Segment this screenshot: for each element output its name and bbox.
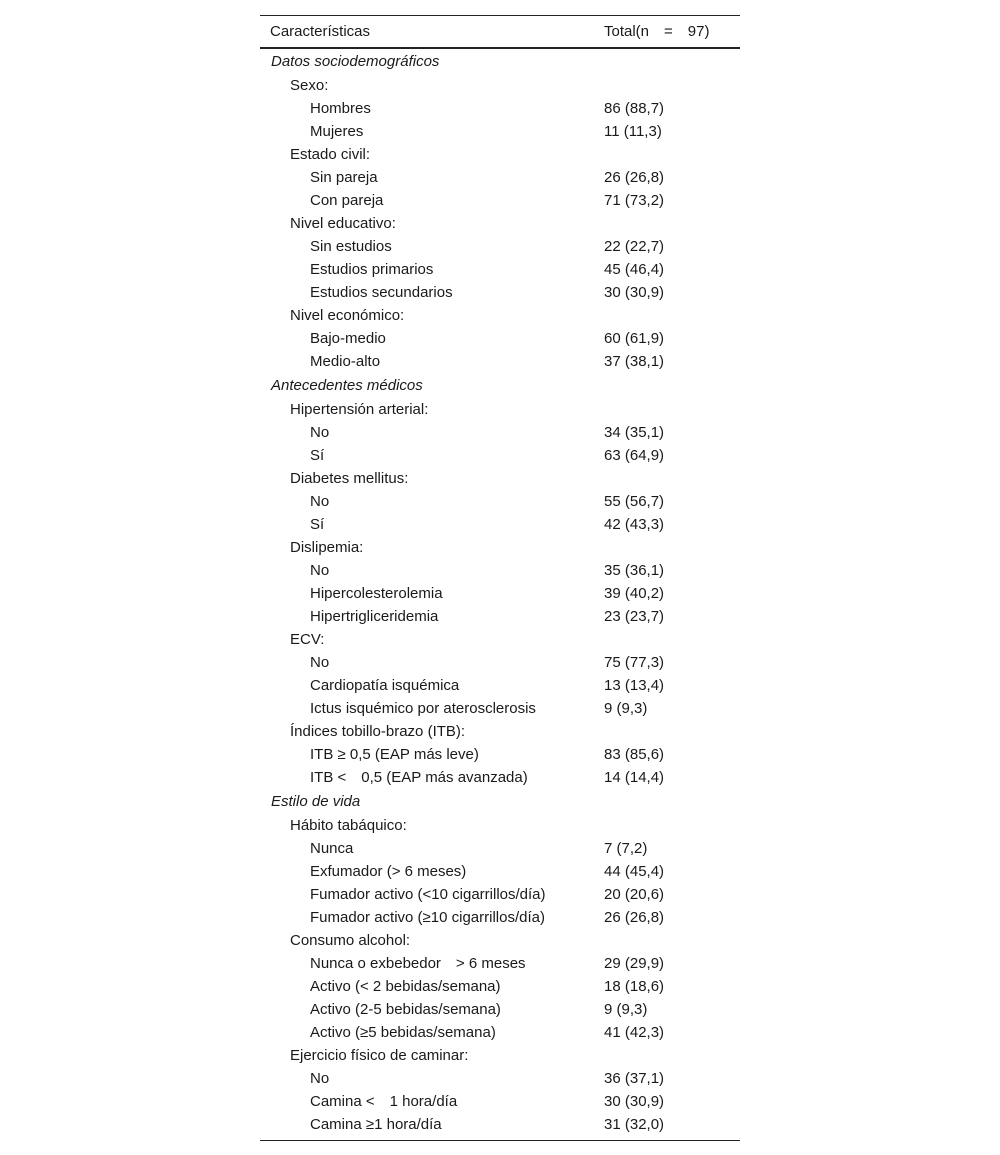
group-heading [260,814,740,837]
table-row-label: Sin estudios [310,238,392,255]
table-row-label: Medio-alto [310,353,381,370]
table-row [260,189,740,212]
table-row-label: Ictus isquémico por aterosclerosis [310,700,536,717]
table-row [260,860,740,883]
table-row-value: 37 (38,1) [604,353,665,370]
group-heading-label: Dislipemia: [290,539,364,556]
table-bottom-rule [260,1140,740,1141]
table-row [260,975,740,998]
table-row-label: Hipertrigliceridemia [310,608,439,625]
table-row-value: 42 (43,3) [604,516,665,533]
table-row-label: Bajo-medio [310,330,386,347]
table-row-label: No [310,562,330,579]
section-heading [260,374,740,398]
table-row [260,166,740,189]
table-row-value: 9 (9,3) [604,1001,648,1018]
table-row-label: Activo (≥5 bebidas/semana) [310,1024,496,1041]
group-heading [260,929,740,952]
table-row-value: 9 (9,3) [604,700,648,717]
header-characteristics: Características [270,23,371,40]
table-row [260,582,740,605]
table-row-label: Exfumador (> 6 meses) [310,863,467,880]
table-row-value: 44 (45,4) [604,863,665,880]
group-heading-label: Consumo alcohol: [290,932,411,949]
table-row-value: 83 (85,6) [604,746,665,763]
group-heading-label: Diabetes mellitus: [290,470,409,487]
group-heading-label: ECV: [290,631,325,648]
characteristics-table [260,15,740,1141]
table-row-label: Cardiopatía isquémica [310,677,460,694]
table-row-label: Activo (< 2 bebidas/semana) [310,978,501,995]
table-row-label: No [310,654,330,671]
group-heading [260,398,740,421]
table-row [260,1090,740,1113]
table-row-label: Fumador activo (<10 cigarrillos/día) [310,886,546,903]
header-total: Total(n = 97) [604,23,710,40]
table-row [260,883,740,906]
table-row-value: 30 (30,9) [604,1093,665,1110]
group-heading [260,212,740,235]
group-heading-label: Estado civil: [290,146,371,163]
table-row-label: Camina ≥1 hora/día [310,1116,442,1133]
table-row-value: 45 (46,4) [604,261,665,278]
group-heading [260,304,740,327]
table-row [260,490,740,513]
table-row [260,651,740,674]
table-row [260,952,740,975]
table-row-value: 86 (88,7) [604,100,665,117]
table-row [260,281,740,304]
table-row-value: 7 (7,2) [604,840,648,857]
table-row [260,327,740,350]
group-heading [260,536,740,559]
table-row-label: Mujeres [310,123,364,140]
table-row-value: 36 (37,1) [604,1070,665,1087]
table-row [260,743,740,766]
table-row [260,1113,740,1136]
table-row-value: 35 (36,1) [604,562,665,579]
table-row-value: 63 (64,9) [604,447,665,464]
group-heading [260,628,740,651]
table-row-value: 39 (40,2) [604,585,665,602]
section-heading-label: Antecedentes médicos [271,377,423,394]
table-row [260,120,740,143]
table-row-value: 60 (61,9) [604,330,665,347]
table-row-value: 30 (30,9) [604,284,665,301]
group-heading-label: Nivel económico: [290,307,405,324]
table-row-value: 26 (26,8) [604,909,665,926]
table-row-value: 55 (56,7) [604,493,665,510]
table-row [260,1021,740,1044]
group-heading-label: Sexo: [290,77,329,94]
table-row [260,906,740,929]
table-row-label: Estudios secundarios [310,284,453,301]
table-row-value: 75 (77,3) [604,654,665,671]
section-heading [260,50,740,74]
table-row [260,559,740,582]
table-row-label: Nunca o exbebedor > 6 meses [310,955,526,972]
table-row-value: 20 (20,6) [604,886,665,903]
table-row-label: Estudios primarios [310,261,434,278]
table-row [260,350,740,373]
table-row-value: 71 (73,2) [604,192,665,209]
table-row-label: Camina < 1 hora/día [310,1093,458,1110]
table-row-value: 41 (42,3) [604,1024,665,1041]
table-row-value: 11 (11,3) [604,123,662,140]
table-row-value: 18 (18,6) [604,978,665,995]
table-row-label: ITB < 0,5 (EAP más avanzada) [310,769,528,786]
group-heading [260,1044,740,1067]
table-body [260,49,740,1140]
group-heading-label: Nivel educativo: [290,215,396,232]
section-heading [260,790,740,814]
table-row-label: ITB ≥ 0,5 (EAP más leve) [310,746,479,763]
table-row-value: 22 (22,7) [604,238,665,255]
table-row-value: 26 (26,8) [604,169,665,186]
table-row-value: 13 (13,4) [604,677,665,694]
group-heading-label: Índices tobillo-brazo (ITB): [290,723,466,740]
table-row-value: 23 (23,7) [604,608,665,625]
table-row-label: No [310,1070,330,1087]
table-row-label: Sin pareja [310,169,378,186]
table-row-label: Hombres [310,100,371,117]
table-row-label: Nunca [310,840,354,857]
section-heading-label: Estilo de vida [271,793,361,810]
table-header-row [260,16,740,47]
section-heading-label: Datos sociodemográficos [271,53,440,70]
group-heading-label: Hipertensión arterial: [290,401,429,418]
table-row [260,837,740,860]
table-row [260,258,740,281]
table-row-label: Con pareja [310,192,384,209]
table-row [260,97,740,120]
table-row-value: 31 (32,0) [604,1116,665,1133]
table-row [260,421,740,444]
table-row-label: No [310,424,330,441]
group-heading [260,467,740,490]
table-row-label: Activo (2-5 bebidas/semana) [310,1001,501,1018]
table-row [260,605,740,628]
table-row [260,1067,740,1090]
group-heading [260,143,740,166]
table-row [260,444,740,467]
table-row-value: 34 (35,1) [604,424,665,441]
group-heading-label: Ejercicio físico de caminar: [290,1047,469,1064]
table-row [260,513,740,536]
table-row [260,998,740,1021]
table-row-value: 14 (14,4) [604,769,665,786]
group-heading [260,720,740,743]
table-row-label: Sí [310,516,325,533]
table-row [260,235,740,258]
table-row-label: Hipercolesterolemia [310,585,443,602]
table-row [260,766,740,789]
table-row [260,697,740,720]
group-heading-label: Hábito tabáquico: [290,817,407,834]
table-row-label: No [310,493,330,510]
table-row-value: 29 (29,9) [604,955,665,972]
table-row-label: Fumador activo (≥10 cigarrillos/día) [310,909,545,926]
table-row-label: Sí [310,447,325,464]
group-heading [260,74,740,97]
table-row [260,674,740,697]
